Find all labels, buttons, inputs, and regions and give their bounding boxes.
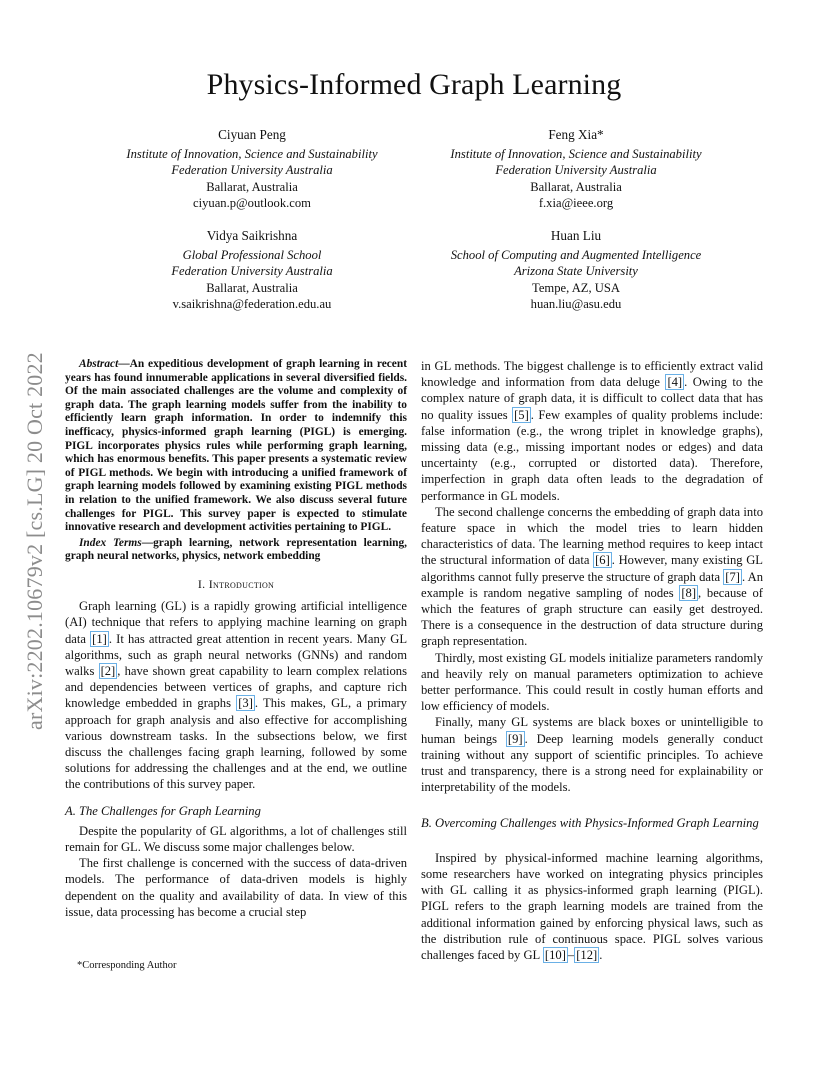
citation-link[interactable]: [9]	[507, 731, 523, 746]
author-location: Ballarat, Australia	[206, 179, 298, 194]
author-affiliation: Institute of Innovation, Science and Sustainability	[450, 146, 702, 161]
author-block-2	[416, 127, 736, 212]
author-block-1	[92, 127, 412, 212]
section-heading	[65, 576, 407, 592]
challenges-paragraph: Despite the popularity of GL algorithms, a lot of challenges still remain for GL. We discuss some major challenges below.	[65, 823, 407, 854]
author-email: f.xia@ieee.org	[538, 196, 614, 211]
author-name: Vidya Saikrishna	[206, 228, 298, 243]
section-number: I.	[197, 576, 206, 591]
body-text: The second challenge concerns the embedding of graph data into feature space in which the model tries to learn hidden characteristics of data. The learning method requires to keep intact the structural information of data	[421, 504, 763, 568]
author-affiliation: Arizona State University	[514, 264, 638, 279]
challenges-paragraph: The first challenge is concerned with the success of data-driven models. The performance of data-driven models is highly dependent on the quality and availability of data. In view of this issue, data processing has become a crucial step	[65, 856, 407, 919]
body-text: in GL methods. The biggest challenge is to efficiently extract valid knowledge and information from data deluge	[421, 359, 763, 390]
citation-link[interactable]: [5]	[514, 407, 529, 422]
body-text: . Deep learning models generally conduct training without any support of scientific principles. To achieve trust and transparency, there is a strong need for explainability or interpretability of the models.	[421, 731, 763, 795]
body-paragraph: Thirdly, most existing GL models initialize parameters randomly and heavily rely on manual parameters optimization to achieve better performance. This could result in costly human efforts and low efficiency of models.	[421, 650, 763, 714]
author-name: Huan Liu	[550, 228, 602, 243]
author-affiliation: School of Computing and Augmented Intelligence	[450, 247, 702, 262]
right-column	[421, 358, 763, 963]
body-text: Inspired by physical-informed machine learning algorithms, some researchers have worked on integrating physics principles with GL calling it as physics-informed graph learning (PIGL). PIGL refers to the graph learning models are trained from the additional information gained by enforcing physical laws, such as the distribution rule of continuous space. PIGL solves various challenges faced by GL	[421, 850, 763, 962]
author-email: v.saikrishna@federation.edu.au	[172, 297, 332, 312]
citation-link[interactable]: [6]	[595, 553, 610, 568]
body-text: Graph learning (GL) is a rapidly growing artificial intelligence (AI) technique that refers to applying machine learning on graph data	[65, 599, 407, 646]
citation-link[interactable]: [10]	[544, 947, 566, 962]
citation-link[interactable]: [7]	[725, 569, 740, 584]
arxiv-stamp	[22, 290, 62, 730]
body-paragraph	[421, 714, 763, 795]
body-paragraph	[421, 850, 763, 963]
intro-paragraph	[65, 598, 407, 792]
author-affiliation: Federation University Australia	[495, 163, 657, 178]
author-email: huan.liu@asu.edu	[530, 297, 622, 312]
subsection-heading: A. The Challenges for Graph Learning	[65, 803, 261, 818]
author-location: Tempe, AZ, USA	[532, 280, 620, 295]
body-text: . Owing to the complex nature of graph data, it is difficult to collect data that has no quality issues	[421, 375, 763, 422]
body-paragraph	[421, 358, 763, 504]
body-text: . However, many existing GL algorithms cannot fully preserve the structure of graph data	[421, 553, 763, 584]
body-text: , because of which the features of graph structure can easily get destroyed. There is a consequence in the destruction of data structure during graph representation.	[421, 585, 763, 649]
author-name: Ciyuan Peng	[218, 127, 286, 142]
index-terms-text: —graph learning, network representation learning, graph neural networks, physics, network embedding	[65, 536, 407, 563]
author-location: Ballarat, Australia	[530, 179, 622, 194]
citation-link[interactable]: [12]	[576, 947, 598, 962]
citation-link[interactable]: [8]	[681, 585, 697, 600]
index-terms	[65, 537, 407, 564]
footnote: *Corresponding Author	[77, 960, 177, 971]
body-text: . Few examples of quality problems include: false information (e.g., the wrong triplet in knowledge graphs), missing data (e.g., missing important nodes or edges) and data uncertainty (e.g., corrupted or distorted data). Therefore, imperfection in graph data often leads to the degradation of performance in GL models.	[421, 407, 763, 503]
author-block-3	[92, 228, 412, 313]
body-paragraph	[421, 504, 763, 650]
author-block-4	[416, 228, 736, 313]
body-text: –	[567, 947, 575, 962]
body-text: . This makes, GL, a primary approach for graph analysis and also effective for accomplishing various downstream tasks. In the subsections below, we first discuss the challenges facing graph learning, followed by some solutions for addressing the challenges and at the end, we outline the contributions of this survey paper.	[65, 696, 407, 792]
left-column	[65, 358, 407, 920]
citation-link[interactable]: [1]	[92, 631, 107, 646]
index-terms-label: Index Terms	[79, 536, 142, 549]
body-text: .	[599, 947, 603, 962]
abstract-text: —An expeditious development of graph learning in recent years has found innumerable applications in several diversified fields. Of the main associated challenges are the volume and complexity of graph data. The graph learning models suffer from the inability to efficiently learn graph information. In order to indemnify this inefficacy, physics-informed graph learning (PIGL) is emerging. PIGL incorporates physics rules while performing graph learning, which has enormous benefits. This paper presents a systematic review of PIGL methods. We begin with introducing a unified framework of graph learning models followed by examining existing PIGL methods in relation to the unified framework. We also discuss several future challenges for PIGL. This survey paper is expected to stimulate innovative research and development activities pertaining to PIGL.	[65, 358, 407, 534]
citation-link[interactable]: [4]	[667, 375, 683, 390]
section-title: Introduction	[208, 576, 275, 591]
body-text: . An example is random negative sampling of nodes	[421, 569, 763, 600]
body-text: . It has attracted great attention in recent years. Many GL algorithms, such as graph neural networks (GNNs) and random walks	[65, 631, 408, 678]
author-location: Ballarat, Australia	[206, 280, 298, 295]
author-affiliation: Global Professional School	[182, 247, 322, 262]
body-text: , have shown great capability to learn complex relations and dependencies between vertices of graphs, and capture rich knowledge embedded in graphs	[65, 663, 408, 711]
author-affiliation: Institute of Innovation, Science and Sustainability	[126, 146, 378, 161]
abstract	[65, 358, 407, 535]
body-text: Finally, many GL systems are black boxes or unintelligible to human beings	[421, 715, 763, 746]
citation-link[interactable]: [3]	[238, 696, 253, 711]
author-name: Feng Xia*	[548, 127, 604, 142]
citation-link[interactable]: [2]	[100, 663, 116, 678]
author-affiliation: Federation University Australia	[171, 264, 333, 279]
paper-title: Physics-Informed Graph Learning	[206, 68, 622, 101]
author-affiliation: Federation University Australia	[171, 163, 333, 178]
arxiv-identifier: arXiv:2202.10679v2 [cs.LG] 20 Oct 2022	[22, 352, 47, 730]
author-email: ciyuan.p@outlook.com	[193, 196, 311, 211]
abstract-label: Abstract	[79, 358, 119, 370]
subsection-heading: B. Overcoming Challenges with Physics-Informed Graph Learning	[421, 816, 759, 831]
